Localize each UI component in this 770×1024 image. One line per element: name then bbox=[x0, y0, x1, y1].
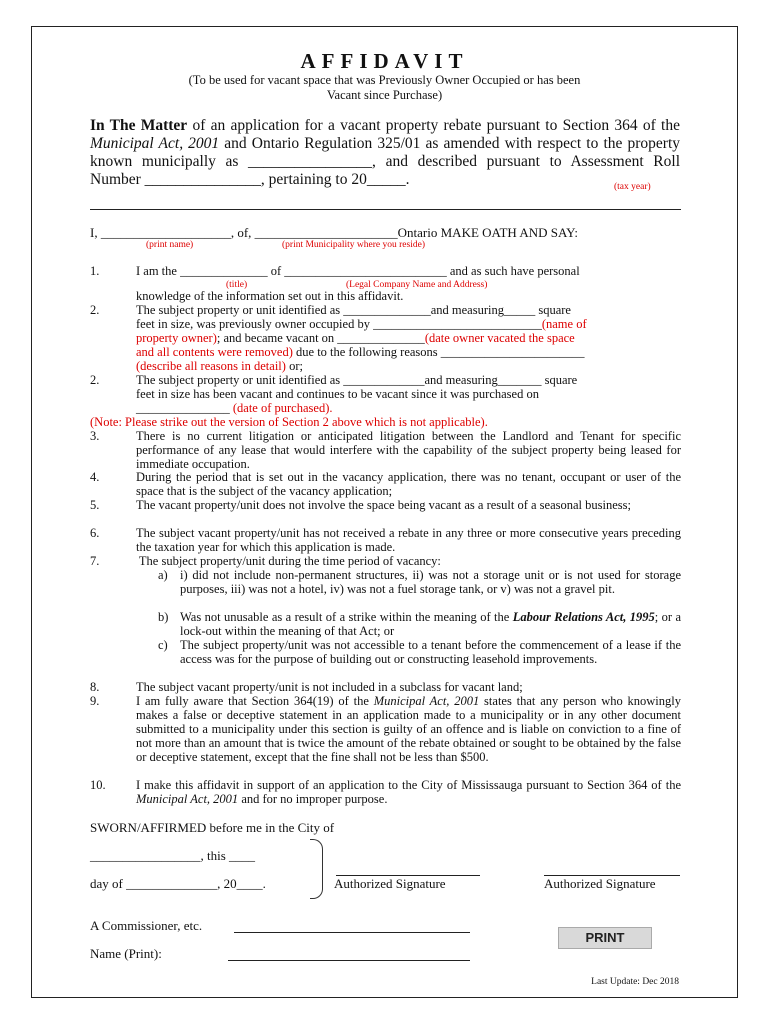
item-2a-vacant-text: ; and became vacant on ______________ bbox=[216, 330, 425, 345]
item-2a-reasons-text: due to the following reasons _______________________ bbox=[292, 344, 585, 359]
item-2b bbox=[136, 374, 681, 416]
item-2a-line-4 bbox=[136, 346, 681, 360]
item-2a bbox=[136, 304, 681, 374]
item-2a-line-1: The subject property or unit identified as ______________and measuring_____ square bbox=[136, 303, 571, 317]
in-the-matter-paragraph bbox=[90, 117, 680, 189]
item-2b-line-1: The subject property or unit identified as _____________and measuring_______ square bbox=[136, 373, 578, 387]
item-number: 2. bbox=[90, 303, 100, 317]
matter-lead: In The Matter bbox=[90, 117, 188, 134]
sworn-affirmed-text: SWORN/AFFIRMED before me in the City of bbox=[90, 820, 335, 835]
item-10 bbox=[136, 779, 681, 807]
print-name-label: (print name) bbox=[146, 240, 194, 250]
name-print-label: Name (Print): bbox=[90, 946, 162, 961]
item-number: 1. bbox=[90, 264, 100, 278]
authorized-signature-label-2: Authorized Signature bbox=[544, 876, 656, 891]
item-4: During the period that is set out in the vacancy application, there was no tenant, occupant or user of the space that is the subject of the vacancy application; bbox=[136, 470, 681, 498]
item-7b-text-2: ; or a lock-out within the meaning of that Act; or bbox=[180, 610, 681, 638]
sub-item-a-label: a) bbox=[158, 568, 168, 582]
item-10-text-1: I make this affidavit in support of an application to the City of Mississauga pursuant to Section 364 of the bbox=[136, 778, 681, 792]
property-owner-label: property owner) bbox=[136, 330, 217, 345]
name-of-label: (name of bbox=[541, 316, 587, 331]
item-3: There is no current litigation or anticipated litigation between the Landlord and Tenant for specific performance of any lease that would interfere with the capability of the subject property being leased for immediate occupation. bbox=[136, 429, 681, 471]
item-7b bbox=[180, 611, 681, 639]
describe-reasons-label: (describe all reasons in detail) bbox=[136, 358, 286, 373]
item-9 bbox=[136, 695, 681, 765]
item-2a-line-5 bbox=[136, 360, 681, 374]
item-number: 8. bbox=[90, 680, 100, 694]
item-1-line-2: knowledge of the information set out in this affidavit. bbox=[136, 289, 404, 303]
matter-text-1: of an application for a vacant property rebate pursuant to Section 364 of the bbox=[187, 117, 680, 134]
item-2b-line-3 bbox=[136, 402, 681, 416]
contents-removed-label: and all contents were removed) bbox=[136, 344, 293, 359]
sub-item-c-label: c) bbox=[158, 638, 168, 652]
print-municipality-label: (print Municipality where you reside) bbox=[282, 240, 425, 250]
item-2a-or: or; bbox=[285, 358, 303, 373]
authorized-signature-label-1: Authorized Signature bbox=[334, 876, 446, 891]
last-update-text: Last Update: Dec 2018 bbox=[591, 977, 679, 987]
item-number: 10. bbox=[90, 778, 106, 792]
item-number: 7. bbox=[90, 554, 100, 568]
item-7c: The subject property/unit was not accessible to a tenant before the commencement of a lease if the access was for the purpose of building out or constructing leasehold improvements. bbox=[180, 638, 681, 666]
item-number: 3. bbox=[90, 429, 100, 443]
document-subtitle bbox=[122, 73, 647, 103]
name-print-field[interactable] bbox=[228, 960, 470, 961]
oath-line: I, ____________________, of, ______________________Ontario MAKE OATH AND SAY: bbox=[90, 225, 578, 240]
divider bbox=[90, 209, 681, 210]
day-of-line: day of ______________, 20____. bbox=[90, 876, 266, 891]
item-1-line-1: I am the ______________ of __________________________ and as such have personal bbox=[136, 264, 580, 278]
item-9-text-2: states that any person who knowingly makes a false or deceptive statement in an application made to a municipality or in any other document submitted to a municipality under this section is guilty of an offence and is liable on conviction to a fine of not more than an amount that is twice the amount of the rebate obtained or sought to be obtained by the false or deceptive statement, except that the fine shall not be less than $500. bbox=[136, 694, 682, 764]
item-9-text-1: I am fully aware that Section 364(19) of the bbox=[136, 694, 374, 708]
print-button[interactable]: PRINT bbox=[558, 927, 652, 949]
date-vacated-label: (date owner vacated the space bbox=[424, 330, 575, 345]
sub-item-b-label: b) bbox=[158, 610, 169, 624]
purchase-date-blank: _______________ bbox=[136, 400, 230, 415]
tax-year-label: (tax year) bbox=[614, 182, 651, 192]
strike-out-note: (Note: Please strike out the version of Section 2 above which is not applicable). bbox=[90, 415, 488, 429]
item-8: The subject vacant property/unit is not included in a subclass for vacant land; bbox=[136, 680, 523, 694]
item-2a-line-3 bbox=[136, 332, 681, 346]
affidavit-form bbox=[31, 26, 738, 998]
item-number: 9. bbox=[90, 694, 100, 708]
matter-act: Municipal Act, 2001 bbox=[90, 135, 220, 152]
item-number: 4. bbox=[90, 470, 100, 484]
subtitle-line-2: Vacant since Purchase) bbox=[326, 88, 443, 102]
item-7: The subject property/unit during the time period of vacancy: bbox=[136, 554, 441, 568]
commissioner-signature-field[interactable] bbox=[234, 932, 470, 933]
item-2b-line-2: feet in size has been vacant and continues to be vacant since it was purchased on bbox=[136, 386, 539, 401]
item-6: The subject vacant property/unit has not received a rebate in any three or more consecutive years preceding the taxation year for which this application is made. bbox=[136, 526, 681, 554]
this-day-line: _________________, this ____ bbox=[90, 848, 256, 863]
document-title: AFFIDAVIT bbox=[300, 49, 469, 73]
item-5: The vacant property/unit does not involve the space being vacant as a result of a seasonal business; bbox=[136, 498, 631, 512]
title-label: (title) bbox=[226, 280, 248, 290]
labour-relations-act: Labour Relations Act, 1995 bbox=[512, 610, 655, 624]
date-of-purchase-label: (date of purchased). bbox=[232, 400, 333, 415]
item-7a: i) did not include non-permanent structures, ii) was not a storage unit or is not used for storage purposes, iii) was not a hotel, iv) was not a fuel storage tank, or v) was not a gravel pit. bbox=[180, 568, 681, 596]
company-label: (Legal Company Name and Address) bbox=[346, 280, 488, 290]
item-number: 5. bbox=[90, 498, 100, 512]
municipal-act: Municipal Act, 2001 bbox=[373, 694, 480, 708]
item-number: 6. bbox=[90, 526, 100, 540]
signature-brace bbox=[310, 839, 323, 899]
owner-name-blank: __________________________ bbox=[379, 316, 542, 331]
item-10-text-2: and for no improper purpose. bbox=[238, 791, 388, 806]
item-2a-text: feet in size, was previously owner occupied by _ bbox=[136, 316, 380, 331]
item-7b-text-1: Was not unusable as a result of a strike within the meaning of the bbox=[180, 610, 513, 624]
item-2a-line-2 bbox=[136, 318, 681, 332]
subtitle-line-1: (To be used for vacant space that was Previously Owner Occupied or has been bbox=[188, 73, 581, 87]
municipal-act: Municipal Act, 2001 bbox=[136, 791, 239, 806]
matter-text-2: and Ontario Regulation 325/01 as amended with respect to the property known municipally as ________________, and described pursuant to Assessment Roll Number _______________, pertaining to 20_____. bbox=[90, 135, 680, 188]
commissioner-label: A Commissioner, etc. bbox=[90, 918, 203, 933]
item-number: 2. bbox=[90, 373, 100, 387]
